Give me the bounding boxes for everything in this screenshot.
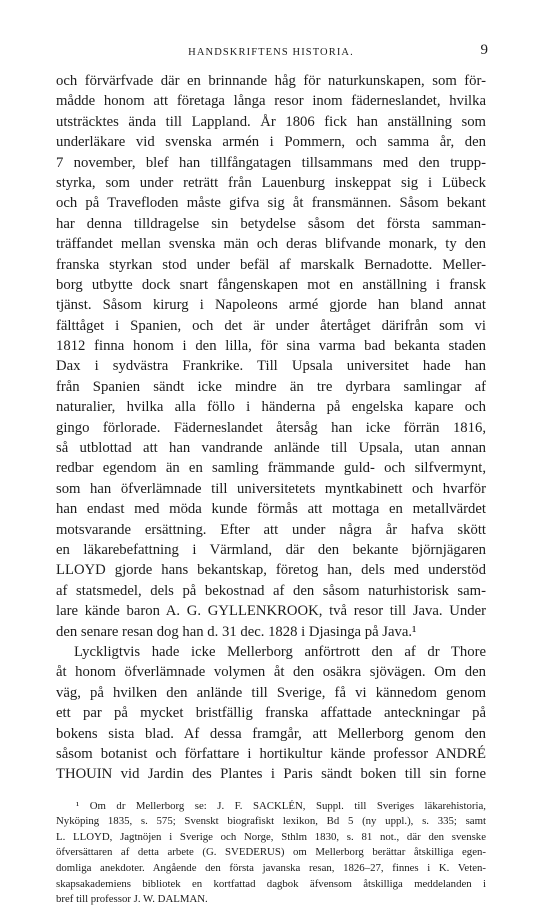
body-line: så utblottad att han vandrande anlände till Upsala, utan annan bbox=[56, 440, 486, 457]
body-line: som han öfverlämnade till universitetets myntkabinett och hvarför bbox=[56, 480, 486, 497]
body-line: mådde honom att företaga långa resor inom fäderneslandet, hvilka bbox=[56, 93, 486, 110]
body-line: naturalier, hvilka alla föllo i händerna på engelska kapare och bbox=[56, 399, 486, 416]
footnote-line: ¹ Om dr Mellerborg se: J. F. SACKLÉN, Suppl. till Sveriges läkarehistoria, bbox=[76, 799, 486, 812]
body-line: träffandet mellan svenska män och deras blifvande monark, ty den bbox=[56, 236, 486, 253]
body-line: gingo förlorade. Fäderneslandet återsåg han icke förrän 1816, bbox=[56, 419, 486, 436]
footnote-line: domliga anekdoter. Angående den första javanska resan, 1826–27, finnes i K. Veten- bbox=[56, 862, 486, 875]
body-line: 7 november, blef han tillfångatagen tillsammans med den trupp- bbox=[56, 154, 486, 171]
body-line: Lyckligtvis hade icke Mellerborg anförtrott den af dr Thore bbox=[74, 643, 486, 660]
running-header bbox=[56, 40, 486, 62]
body-line: styrka, som under reträtt från Lauenburg inskeppat sig i Lübeck bbox=[56, 174, 486, 191]
body-line: åt honom öfverlämnade volymen åt den osäkra sjövägen. Om den bbox=[56, 664, 486, 681]
footnote-line: skapsakademiens bibliotek en kortfattad dagbok äfvensom åtskilliga meddelanden i bbox=[56, 877, 486, 890]
body-line: och på Travefloden måste gifva sig åt fransmännen. Såsom bekant bbox=[56, 195, 486, 212]
body-line: tjänst. Såsom kirurg i Napoleons armé gjorde han bland annat bbox=[56, 297, 486, 314]
body-line: lare kände baron A. G. GYLLENKROOK, två resor till Java. Under bbox=[56, 603, 486, 620]
body-line: såsom botanist och författare i hortikultur kände professor ANDRÉ bbox=[56, 745, 486, 762]
footnotes bbox=[56, 799, 486, 908]
body-line: redbar egendom än en samling främmande guld- och silfvermynt, bbox=[56, 460, 486, 477]
running-title: HANDSKRIFTENS HISTORIA. bbox=[188, 47, 354, 58]
body-line: ett par på mycket bristfällig franska affattade anteckningar på bbox=[56, 705, 486, 722]
body-text bbox=[56, 71, 486, 785]
body-line: franska styrkan stod under befäl af marskalk Bernadotte. Meller- bbox=[56, 256, 486, 273]
body-line: af statsmedel, dels på bekostnad af den såsom naturhistorisk sam- bbox=[56, 582, 486, 599]
footnote-line: Nyköping 1835, s. 575; Svenskt biografiskt lexikon, Bd 5 (ny uppl.), s. 335; samt bbox=[56, 815, 486, 828]
body-line: fälttåget i Spanien, och det är under återtåget därifrån som vi bbox=[56, 317, 486, 334]
body-line: LLOYD gjorde hans bekantskap, företog han, dels med understöd bbox=[56, 562, 486, 579]
page-number: 9 bbox=[480, 42, 488, 58]
body-line: utsträcktes ända till Lappland. År 1806 fick han anställning som bbox=[56, 113, 486, 130]
body-line: motsvarande ersättning. Efter att under några år hafva skött bbox=[56, 521, 486, 538]
body-line: väg, på hvilken den anlände till Sverige, få vi kännedom genom bbox=[56, 684, 486, 701]
body-line: underläkare vid svenska armén i Pommern, och samma år, den bbox=[56, 134, 486, 151]
body-line: en läkarebefattning i Värmland, där den bekante björnjägaren bbox=[56, 541, 486, 558]
body-line: han endast med möda kunde förmås att mottaga en metallvärdet bbox=[56, 501, 486, 518]
footnote-line: bref till professor J. W. DALMAN. bbox=[56, 893, 208, 906]
body-line: borg utbytte dock snart fångenskapen mot en anställning i fransk bbox=[56, 276, 486, 293]
footnote-line: L. LLOYD, Jagtnöjen i Sverige och Norge, Sthlm 1830, s. 81 not., där den svenske bbox=[56, 830, 486, 843]
body-line: och förvärfvade där en brinnande håg för naturkunskapen, som för- bbox=[56, 73, 486, 89]
footnote-line: öfversättaren af detta arbete (G. SVEDERUS) om Mellerborg berättar åtskilliga egen- bbox=[56, 846, 486, 859]
body-line: THOUIN vid Jardin des Plantes i Paris sändt boken till sin forne bbox=[56, 766, 486, 783]
body-line: har denna tilldragelse sin betydelse såsom det första samman- bbox=[56, 215, 486, 232]
book-page bbox=[56, 40, 486, 908]
body-line: 1812 finna honom i den lilla, för sina varma bad bekanta staden bbox=[56, 338, 486, 355]
body-line: bokens sista blad. Af dessa framgår, att Mellerborg genom den bbox=[56, 725, 486, 742]
body-line: Dax i sydvästra Frankrike. Till Upsala universitet hade han bbox=[56, 358, 486, 375]
body-line: från Spanien sändt icke mindre än tre dyrbara samlingar af bbox=[56, 378, 486, 395]
body-line: den senare resan dog han d. 31 dec. 1828 i Djasinga på Java.¹ bbox=[56, 623, 417, 640]
